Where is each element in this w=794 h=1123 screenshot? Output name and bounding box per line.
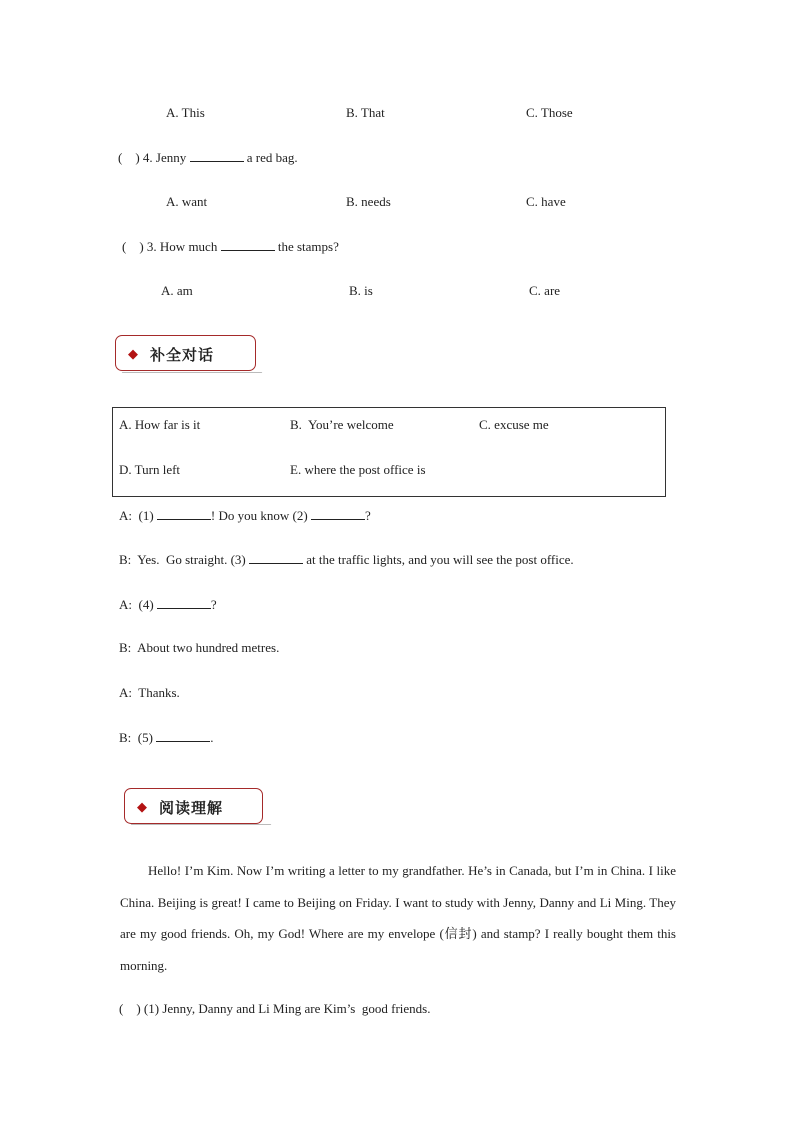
dialogue-line xyxy=(119,507,371,524)
section-title: 阅读理解 xyxy=(159,799,224,817)
option-c: C. Those xyxy=(526,105,573,120)
word-bank-item: D. Turn left xyxy=(119,462,181,477)
dialogue-text: A: (1) xyxy=(119,508,154,523)
dialogue-line xyxy=(119,596,217,613)
question-text: (1) Jenny, Danny and Li Ming are Kim’s good friends. xyxy=(143,1001,431,1016)
answer-blank[interactable] xyxy=(249,551,303,564)
dialogue-line: A: Thanks. xyxy=(119,685,180,700)
dialogue-text: . xyxy=(210,730,214,745)
dialogue-text: ? xyxy=(210,597,217,612)
question-4-suffix: a red bag. xyxy=(246,150,298,165)
dialogue-text: A: (4) xyxy=(119,597,154,612)
question-4 xyxy=(118,149,298,166)
word-bank-item: C. excuse me xyxy=(479,417,549,432)
answer-paren: ( ) xyxy=(122,239,144,254)
option-b: B. That xyxy=(346,105,385,120)
answer-paren: ( ) xyxy=(119,1001,141,1016)
badge-shadow xyxy=(122,372,263,373)
diamond-icon: ◆ xyxy=(137,799,147,814)
option-a: A. want xyxy=(166,194,208,209)
reading-question-1 xyxy=(119,1001,430,1017)
question-3 xyxy=(122,238,339,255)
answer-blank[interactable] xyxy=(311,507,365,520)
dialogue-line: B: About two hundred metres. xyxy=(119,640,280,655)
answer-blank[interactable] xyxy=(157,596,211,609)
question-3-suffix: the stamps? xyxy=(277,239,339,254)
answer-blank[interactable] xyxy=(221,238,275,251)
passage-text: Hello! I’m Kim. Now I’m writing a letter to my grandfather. He’s in Canada, but I’m in China. I like China. Beijing is great! I came to Beijing on Friday. I want to study with Jenny, Danny and Li Ming. They are my good friends. Oh, my God! Where are my envelope (信封) and stamp? I really bought them this morning. xyxy=(120,863,676,973)
question-3-prefix: 3. How much xyxy=(146,239,218,254)
badge-shadow xyxy=(131,824,272,825)
answer-blank[interactable] xyxy=(157,507,211,520)
dialogue-text: B: (5) xyxy=(119,730,153,745)
dialogue-text: ? xyxy=(364,508,371,523)
word-bank-item: A. How far is it xyxy=(119,417,201,432)
option-c: C. are xyxy=(529,283,561,298)
word-bank-item: E. where the post office is xyxy=(290,462,426,477)
option-c: C. have xyxy=(526,194,566,209)
diamond-icon: ◆ xyxy=(128,346,138,361)
section-title: 补全对话 xyxy=(150,346,215,364)
dialogue-line xyxy=(119,729,213,746)
dialogue-line xyxy=(119,551,574,568)
option-a: A. This xyxy=(166,105,205,120)
dialogue-text: B: Yes. Go straight. (3) xyxy=(119,552,246,567)
dialogue-text: at the traffic lights, and you will see the post office. xyxy=(306,552,574,567)
answer-blank[interactable] xyxy=(156,729,210,742)
option-b: B. is xyxy=(349,283,373,298)
question-4-prefix: 4. Jenny xyxy=(142,150,187,165)
word-bank-item: B. You’re welcome xyxy=(290,417,394,432)
section-badge-dialogue xyxy=(115,335,256,371)
answer-paren: ( ) xyxy=(118,150,140,165)
answer-blank[interactable] xyxy=(190,149,244,162)
reading-passage xyxy=(120,855,676,981)
section-badge-reading xyxy=(124,788,263,824)
dialogue-text: ! Do you know (2) xyxy=(210,508,308,523)
option-a: A. am xyxy=(161,283,193,298)
option-b: B. needs xyxy=(346,194,391,209)
